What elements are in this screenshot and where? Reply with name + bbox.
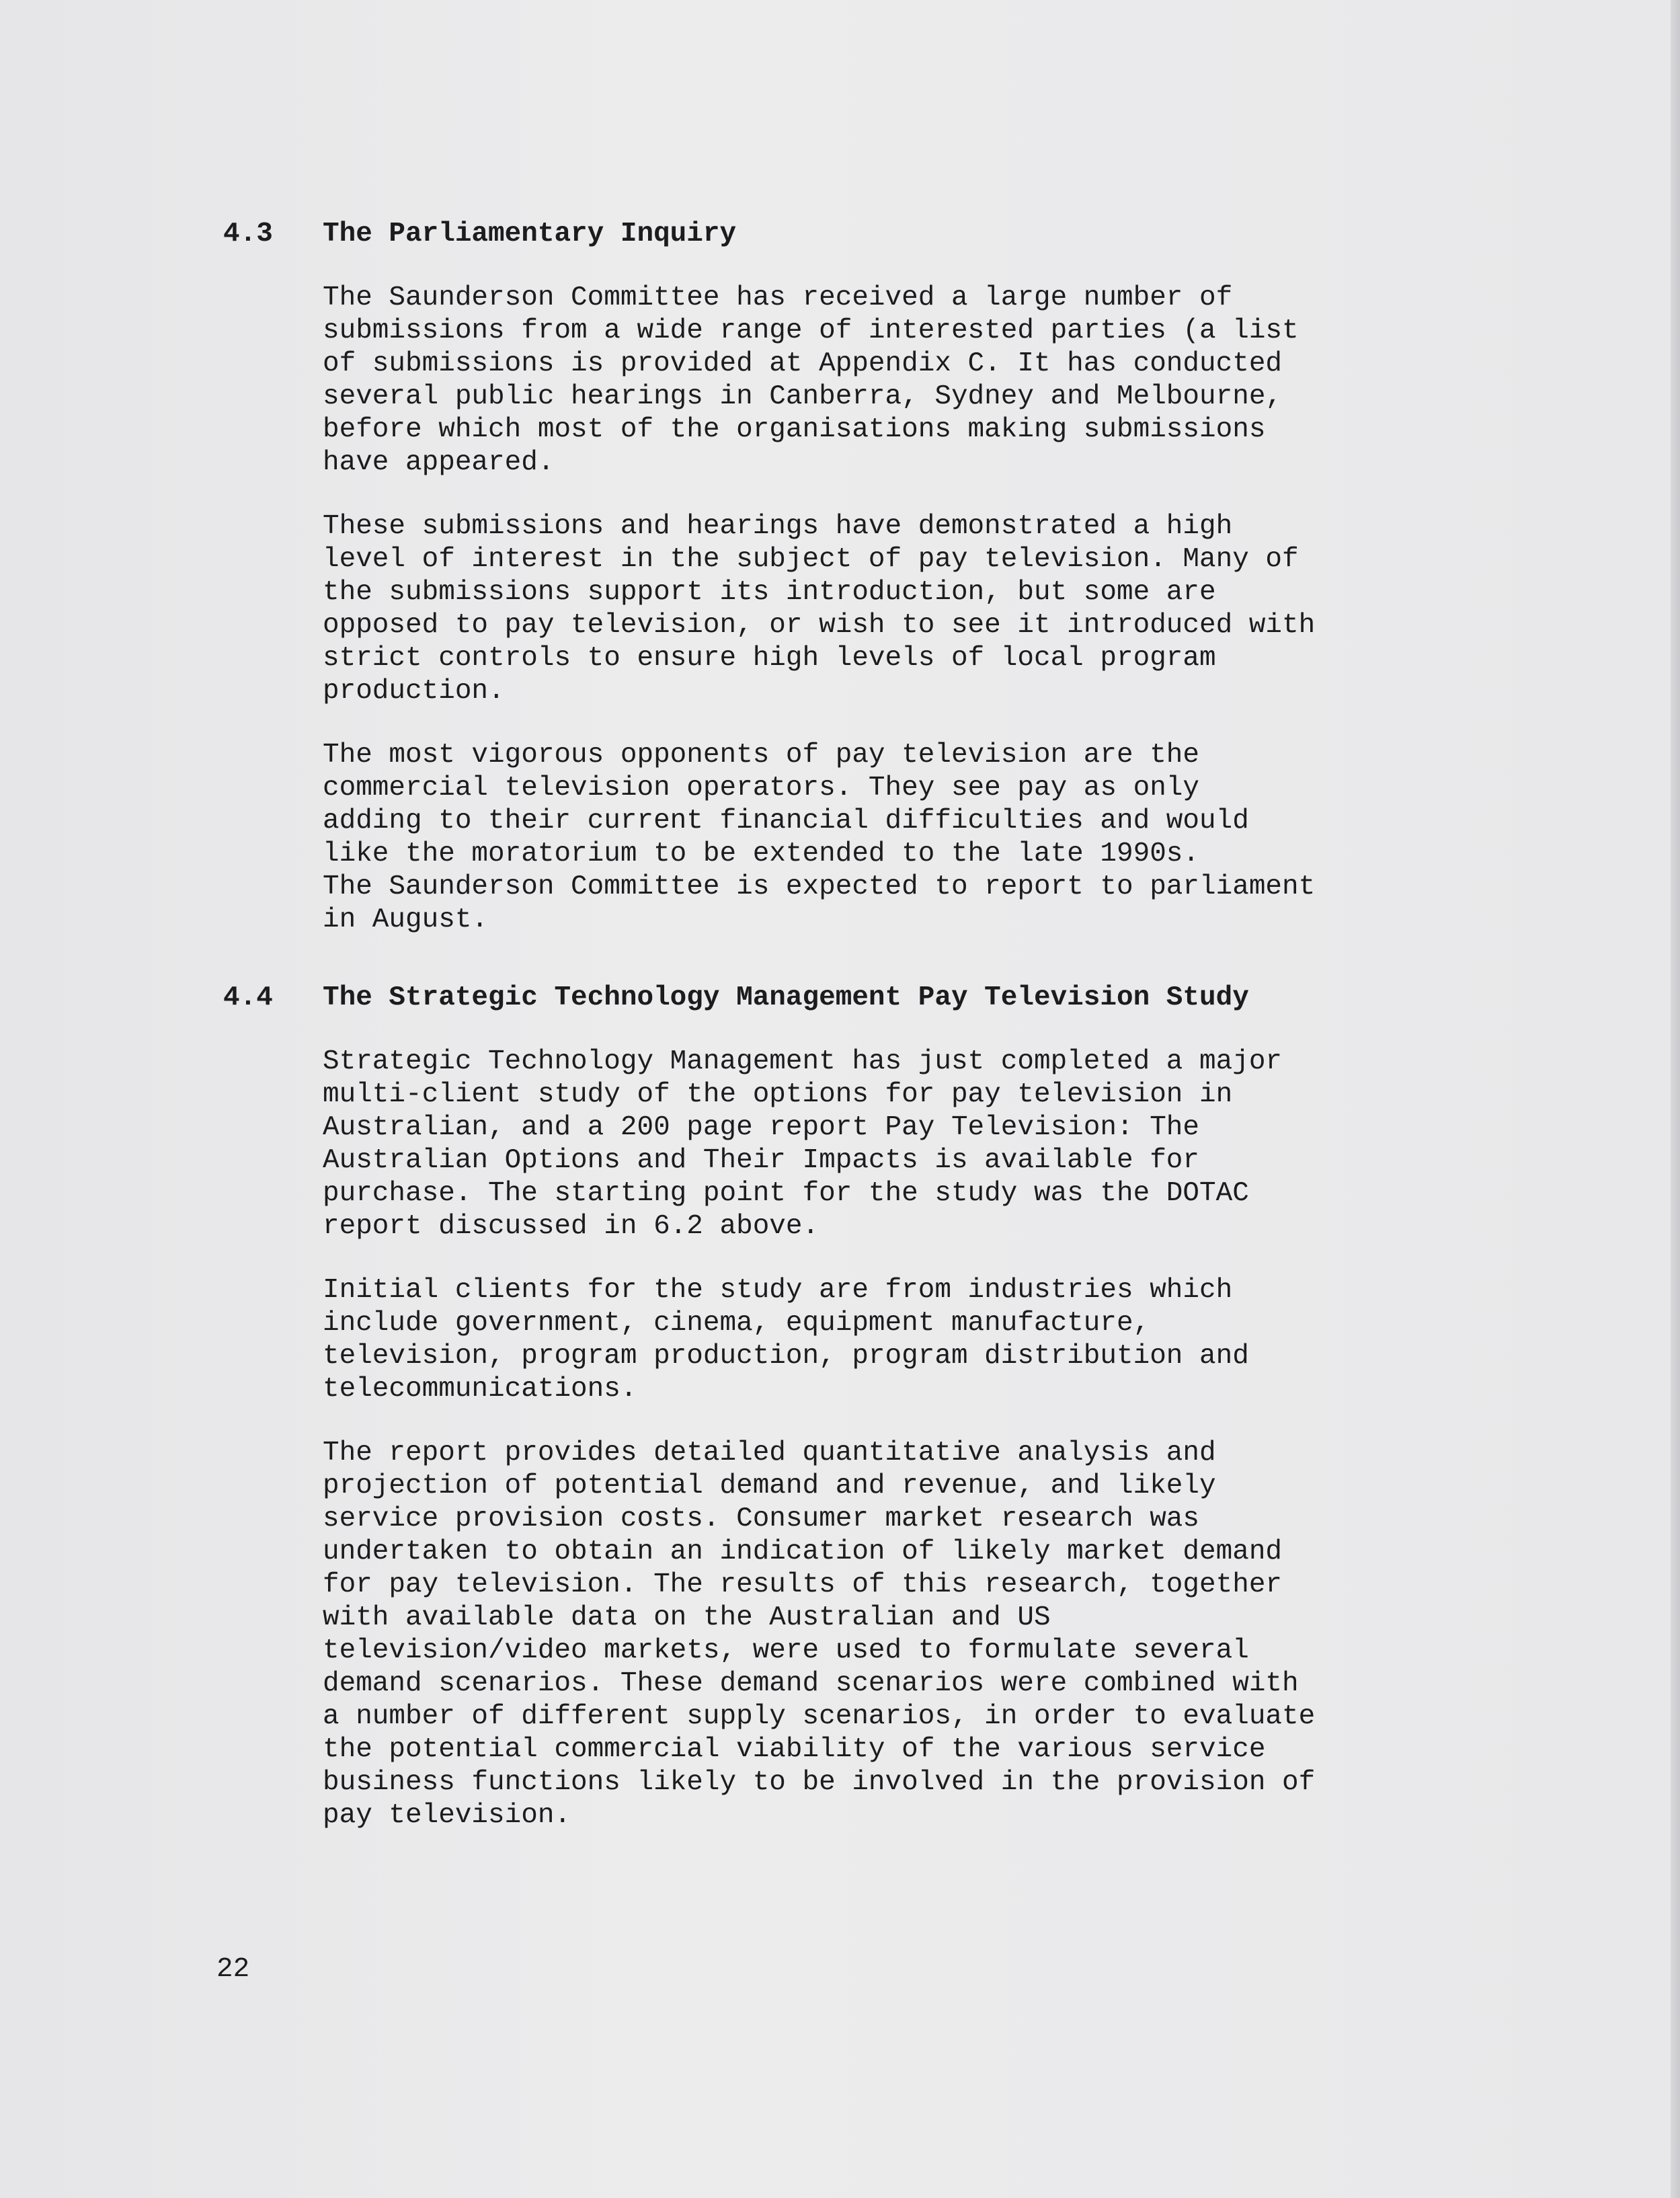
paragraph: The Saunderson Committee has received a large number of submissions from a wide range of interested parties (a list of submissions is provided at Appendix C. It has conducted several public hearings in Canberra, Sydney and Melbourne, before which most of the organisations making submissions have appeared. — [323, 282, 1299, 478]
paragraph: These submissions and hearings have demonstrated a high level of interest in the subject of pay television. Many of the submissions support its introduction, but some are opposed to pay television, or wish to see it introduced with strict controls to ensure high levels of local program production. — [323, 511, 1316, 707]
paragraph: The report provides detailed quantitative analysis and projection of potential demand and revenue, and likely service provision costs. Consumer market research was undertaken to obtain an indication of likely market demand for pay television. The results of this research, together with available data on the Australian and US television/video markets, were used to formulate several demand scenarios. These demand scenarios were combined with a number of different supply scenarios, in order to evaluate the potential commercial viability of the various service business functions likely to be involved in the provision of pay television. — [323, 1438, 1316, 1831]
page-edge — [1671, 0, 1680, 2198]
section-heading — [223, 218, 1534, 251]
paragraph: The most vigorous opponents of pay television are the commercial television operators. They see pay as only adding to their current financial difficulties and would like the moratorium to be extended to the late 1990s. The Saunderson Committee is expected to report to parliament in August. — [323, 740, 1316, 935]
paragraph: Strategic Technology Management has just completed a major multi-client study of the options for pay television in Australian, and a 200 page report Pay Television: The Australian Options and Their Impacts is available for purchase. The starting point for the study was the DOTAC report discussed in 6.2 above. — [323, 1046, 1283, 1242]
section-title: The Parliamentary Inquiry — [323, 219, 737, 249]
section-number: 4.3 — [223, 219, 273, 249]
section-4-3 — [223, 218, 1534, 937]
section-heading — [223, 982, 1534, 1015]
paragraph: Initial clients for the study are from industries which include government, cinema, equipment manufacture, television, program production, program distribution and telecommunications. — [323, 1275, 1249, 1405]
section-4-4 — [223, 982, 1534, 1832]
section-number: 4.4 — [223, 982, 273, 1013]
section-title: The Strategic Technology Management Pay Television Study — [323, 982, 1249, 1013]
page-number: 22 — [216, 1954, 250, 1985]
